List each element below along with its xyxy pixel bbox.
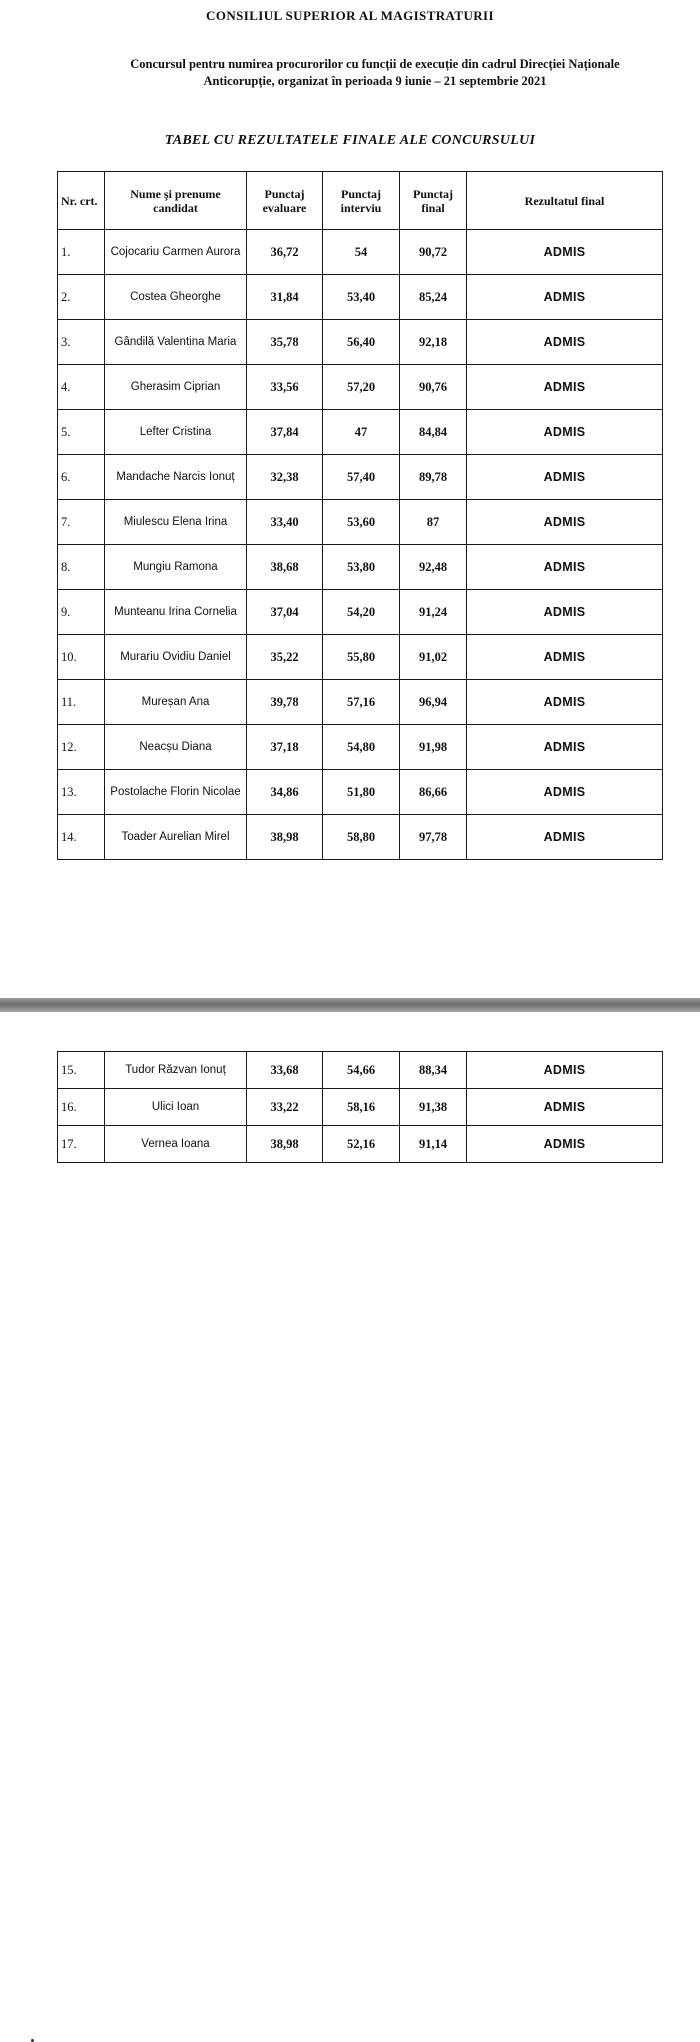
final-result: ADMIS xyxy=(467,1052,663,1089)
score-final: 91,02 xyxy=(400,635,467,680)
row-nr: 6. xyxy=(58,455,105,500)
score-final: 90,72 xyxy=(400,230,467,275)
candidate-name: Neacșu Diana xyxy=(105,725,247,770)
candidate-name: Lefter Cristina xyxy=(105,410,247,455)
candidate-name: Toader Aurelian Mirel xyxy=(105,815,247,860)
score-eval: 32,38 xyxy=(247,455,323,500)
score-final: 85,24 xyxy=(400,275,467,320)
score-interview: 52,16 xyxy=(323,1126,400,1163)
score-eval: 35,22 xyxy=(247,635,323,680)
row-nr: 16. xyxy=(58,1089,105,1126)
score-interview: 53,40 xyxy=(323,275,400,320)
table-row xyxy=(58,680,663,725)
table-header-row xyxy=(58,172,663,230)
score-interview: 57,40 xyxy=(323,455,400,500)
final-result: ADMIS xyxy=(467,680,663,725)
results-table-continued xyxy=(57,1051,663,1163)
final-result: ADMIS xyxy=(467,770,663,815)
score-final: 91,24 xyxy=(400,590,467,635)
table-row xyxy=(58,455,663,500)
score-interview: 57,16 xyxy=(323,680,400,725)
candidate-name: Cojocariu Carmen Aurora xyxy=(105,230,247,275)
score-interview: 58,80 xyxy=(323,815,400,860)
col-header-final: Punctaj final xyxy=(400,172,467,230)
row-nr: 14. xyxy=(58,815,105,860)
score-eval: 36,72 xyxy=(247,230,323,275)
candidate-name: Gherasim Ciprian xyxy=(105,365,247,410)
score-final: 91,98 xyxy=(400,725,467,770)
score-final: 97,78 xyxy=(400,815,467,860)
score-interview: 55,80 xyxy=(323,635,400,680)
score-interview: 54,20 xyxy=(323,590,400,635)
candidate-name: Costea Gheorghe xyxy=(105,275,247,320)
score-interview: 53,80 xyxy=(323,545,400,590)
candidate-name: Gândilă Valentina Maria xyxy=(105,320,247,365)
col-header-interview: Punctaj interviu xyxy=(323,172,400,230)
score-eval: 31,84 xyxy=(247,275,323,320)
col-header-result: Rezultatul final xyxy=(467,172,663,230)
final-result: ADMIS xyxy=(467,275,663,320)
score-final: 89,78 xyxy=(400,455,467,500)
table-row xyxy=(58,320,663,365)
score-eval: 34,86 xyxy=(247,770,323,815)
final-result: ADMIS xyxy=(467,410,663,455)
results-table xyxy=(57,171,663,860)
row-nr: 9. xyxy=(58,590,105,635)
contest-heading-line-2: Anticorupție, organizat în perioada 9 iunie – 21 septembrie 2021 xyxy=(203,74,547,88)
score-eval: 38,98 xyxy=(247,1126,323,1163)
candidate-name: Miulescu Elena Irina xyxy=(105,500,247,545)
final-result: ADMIS xyxy=(467,725,663,770)
score-eval: 37,18 xyxy=(247,725,323,770)
table-row xyxy=(58,635,663,680)
col-header-nr: Nr. crt. xyxy=(58,172,105,230)
table-row xyxy=(58,590,663,635)
score-interview: 53,60 xyxy=(323,500,400,545)
document-page-1 xyxy=(0,0,700,998)
score-interview: 54,66 xyxy=(323,1052,400,1089)
score-final: 96,94 xyxy=(400,680,467,725)
final-result: ADMIS xyxy=(467,815,663,860)
score-final: 84,84 xyxy=(400,410,467,455)
candidate-name: Mureșan Ana xyxy=(105,680,247,725)
final-result: ADMIS xyxy=(467,230,663,275)
candidate-name: Tudor Răzvan Ionuț xyxy=(105,1052,247,1089)
score-interview: 54 xyxy=(323,230,400,275)
row-nr: 2. xyxy=(58,275,105,320)
row-nr: 15. xyxy=(58,1052,105,1089)
candidate-name: Vernea Ioana xyxy=(105,1126,247,1163)
score-interview: 47 xyxy=(323,410,400,455)
table-row xyxy=(58,1089,663,1126)
score-final: 92,18 xyxy=(400,320,467,365)
score-eval: 37,84 xyxy=(247,410,323,455)
final-result: ADMIS xyxy=(467,545,663,590)
score-interview: 57,20 xyxy=(323,365,400,410)
row-nr: 4. xyxy=(58,365,105,410)
table-row xyxy=(58,230,663,275)
score-eval: 37,04 xyxy=(247,590,323,635)
row-nr: 10. xyxy=(58,635,105,680)
score-final: 87 xyxy=(400,500,467,545)
score-eval: 39,78 xyxy=(247,680,323,725)
col-header-name: Nume şi prenume candidat xyxy=(105,172,247,230)
final-result: ADMIS xyxy=(467,590,663,635)
score-interview: 54,80 xyxy=(323,725,400,770)
score-eval: 35,78 xyxy=(247,320,323,365)
row-nr: 12. xyxy=(58,725,105,770)
score-interview: 58,16 xyxy=(323,1089,400,1126)
table-row xyxy=(58,725,663,770)
table-row xyxy=(58,275,663,320)
final-result: ADMIS xyxy=(467,500,663,545)
score-eval: 33,68 xyxy=(247,1052,323,1089)
table-row xyxy=(58,1126,663,1163)
final-result: ADMIS xyxy=(467,635,663,680)
table-row xyxy=(58,1052,663,1089)
final-result: ADMIS xyxy=(467,455,663,500)
row-nr: 5. xyxy=(58,410,105,455)
table-row xyxy=(58,410,663,455)
final-result: ADMIS xyxy=(467,1089,663,1126)
score-final: 88,34 xyxy=(400,1052,467,1089)
row-nr: 3. xyxy=(58,320,105,365)
score-final: 91,38 xyxy=(400,1089,467,1126)
final-result: ADMIS xyxy=(467,320,663,365)
row-nr: 17. xyxy=(58,1126,105,1163)
score-final: 91,14 xyxy=(400,1126,467,1163)
candidate-name: Mandache Narcis Ionuț xyxy=(105,455,247,500)
score-eval: 33,40 xyxy=(247,500,323,545)
contest-heading-line-1: Concursul pentru numirea procurorilor cu funcții de execuție din cadrul Direcției Naționale xyxy=(130,57,620,71)
score-eval: 33,22 xyxy=(247,1089,323,1126)
score-interview: 51,80 xyxy=(323,770,400,815)
table-row xyxy=(58,365,663,410)
table-row xyxy=(58,770,663,815)
row-nr: 8. xyxy=(58,545,105,590)
table-row xyxy=(58,500,663,545)
page-separator xyxy=(0,998,700,1012)
row-nr: 7. xyxy=(58,500,105,545)
row-nr: 11. xyxy=(58,680,105,725)
candidate-name: Munteanu Irina Cornelia xyxy=(105,590,247,635)
candidate-name: Mungiu Ramona xyxy=(105,545,247,590)
row-nr: 1. xyxy=(58,230,105,275)
score-interview: 56,40 xyxy=(323,320,400,365)
score-final: 92,48 xyxy=(400,545,467,590)
row-nr: 13. xyxy=(58,770,105,815)
score-final: 90,76 xyxy=(400,365,467,410)
council-heading: CONSILIUL SUPERIOR AL MAGISTRATURII xyxy=(206,8,494,23)
contest-heading xyxy=(70,56,680,90)
score-eval: 33,56 xyxy=(247,365,323,410)
candidate-name: Postolache Florin Nicolae xyxy=(105,770,247,815)
score-eval: 38,98 xyxy=(247,815,323,860)
score-final: 86,66 xyxy=(400,770,467,815)
score-eval: 38,68 xyxy=(247,545,323,590)
col-header-eval: Punctaj evaluare xyxy=(247,172,323,230)
table-row xyxy=(58,545,663,590)
table-title: TABEL CU REZULTATELE FINALE ALE CONCURSULUI xyxy=(164,133,536,148)
table-row xyxy=(58,815,663,860)
final-result: ADMIS xyxy=(467,1126,663,1163)
candidate-name: Murariu Ovidiu Daniel xyxy=(105,635,247,680)
candidate-name: Ulici Ioan xyxy=(105,1089,247,1126)
final-result: ADMIS xyxy=(467,365,663,410)
